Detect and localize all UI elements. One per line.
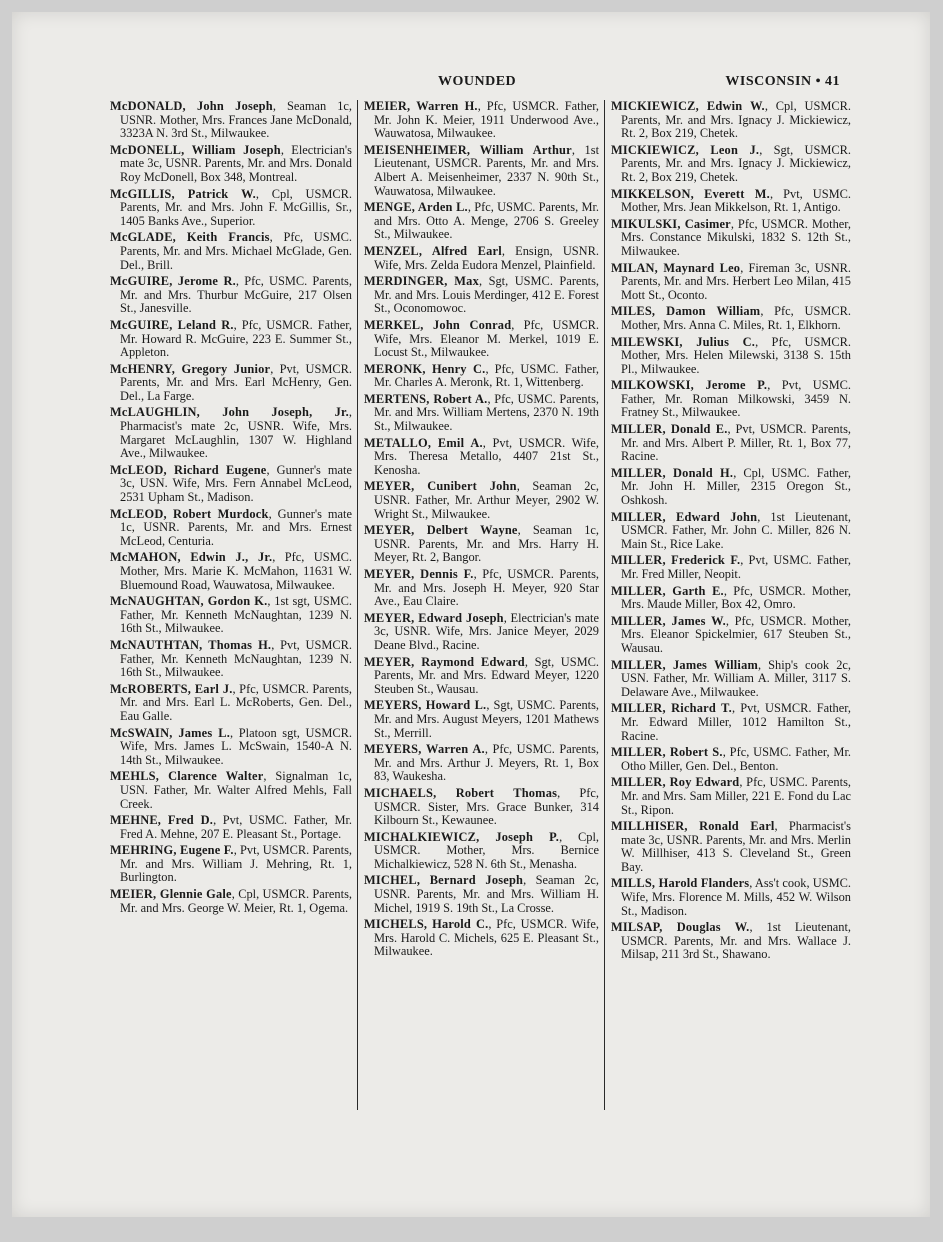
casualty-details: , Pfc, USMC. Parents, Mr. and Mrs. William Mertens, 2370 N. 19th St., Milwaukee.	[374, 391, 599, 434]
casualty-name: MICKIEWICZ, Edwin W.	[611, 100, 765, 113]
casualty-entry	[110, 814, 352, 841]
casualty-details: , Ass't cook, USMC. Wife, Mrs. Florence M. Mills, 452 W. Wilson St., Madison.	[621, 876, 851, 918]
casualty-name: MEYER, Raymond Edward	[364, 654, 525, 669]
casualty-name: McROBERTS, Earl J.	[110, 681, 233, 696]
state-and-page-number: WISCONSIN • 41	[725, 74, 840, 89]
casualty-name: MEYER, Cunibert John	[364, 479, 517, 494]
casualty-name: MILLER, James W.	[611, 613, 726, 628]
casualty-entry	[364, 363, 599, 390]
casualty-details: , Pvt, USMC. Mother, Mrs. Jean Mikkelson, Rt. 1, Antigo.	[621, 186, 851, 215]
casualty-details: , Pfc, USMCR. Mother, Mrs. Helen Milewski, 3138 S. 15th Pl., Milwaukee.	[621, 334, 851, 376]
casualty-name: MERKEL, John Conrad	[364, 317, 512, 332]
casualty-name: McGILLIS, Patrick W.	[110, 186, 256, 201]
casualty-entry	[364, 275, 599, 316]
casualty-details: , Cpl, USMCR. Parents, Mr. and Mrs. John F. McGillis, Sr., 1405 Banks Ave., Superior.	[120, 186, 352, 228]
casualty-details: , Pfc, USMC. Father, Mr. Charles A. Meronk, Rt. 1, Wittenberg.	[374, 361, 599, 390]
casualty-name: McGUIRE, Jerome R.	[110, 274, 236, 289]
casualty-entry	[364, 393, 599, 434]
casualty-details: , Pfc, USMC. Parents, Mr. and Mrs. Arthur J. Meyers, Rt. 1, Box 83, Waukesha.	[374, 742, 599, 784]
casualty-entry	[611, 746, 851, 773]
casualty-entry	[364, 831, 599, 872]
casualty-entry	[364, 656, 599, 697]
casualty-details: , Electrician's mate 3c, USNR. Wife, Mrs. Janice Meyer, 2029 Deane Blvd., Racine.	[374, 610, 599, 652]
casualty-name: MICHALKIEWICZ, Joseph P.	[364, 829, 560, 844]
casualty-name: McNAUGHTAN, Gordon K.	[110, 594, 268, 609]
casualty-entry	[364, 612, 599, 653]
casualty-name: MILAN, Maynard Leo	[611, 260, 741, 275]
casualty-name: MILLHISER, Ronald Earl	[611, 819, 775, 834]
casualty-name: McLAUGHLIN, John Joseph, Jr.	[110, 405, 349, 420]
casualty-details: , Cpl, USMC. Father, Mr. John H. Miller, 2315 Oregon St., Oshkosh.	[621, 465, 851, 508]
casualty-details: , Pvt, USMC. Father, Mr. Fred A. Mehne, 207 E. Pleasant St., Portage.	[120, 813, 352, 841]
casualty-details: , Pvt, USMCR. Father, Mr. Kenneth McNaughtan, 1239 N. 16th St., Milwaukee.	[120, 637, 352, 680]
casualty-entry	[611, 144, 851, 185]
casualty-entry	[110, 188, 352, 229]
casualty-details: , Cpl, USMCR. Mother, Mrs. Bernice Michalkiewicz, 528 N. 6th St., Menasha.	[374, 829, 599, 871]
casualty-entry	[611, 511, 851, 552]
casualty-entry	[110, 508, 352, 549]
casualty-entry	[364, 480, 599, 521]
casualty-entry	[611, 659, 851, 700]
casualty-details: , Cpl, USMCR. Parents, Mr. and Mrs. George W. Meier, Rt. 1, Ogema.	[120, 887, 352, 915]
casualty-details: , Seaman 2c, USNR. Father, Mr. Arthur Meyer, 2902 W. Wright St., Milwaukee.	[374, 479, 599, 521]
casualty-details: , Pfc, USMC. Parents, Mr. and Mrs. Michael McGlade, Gen. Del., Brill.	[120, 230, 352, 272]
casualty-details: , Sgt, USMC. Parents, Mr. and Mrs. August Meyers, 1201 Mathews St., Merrill.	[374, 698, 600, 740]
casualty-details: , 1st Lieutenant, USMCR. Parents, Mr. and Mrs. Albert A. Meisenheimer, 2337 N. 90th St., Wauwatosa, Milwaukee.	[374, 142, 600, 198]
casualty-details: , Pfc, USMCR. Mother, Mrs. Maude Miller, Box 42, Omro.	[621, 583, 851, 612]
casualty-entry	[611, 100, 851, 141]
casualty-entry	[364, 100, 599, 141]
casualty-entry	[611, 921, 851, 962]
casualty-details: , Pharmacist's mate 3c, USNR. Parents, Mr. and Mrs. Merlin W. Millhiser, 413 S. Cleveland St., Green Bay.	[621, 819, 851, 874]
casualty-entry	[364, 874, 599, 915]
casualty-name: McGUIRE, Leland R.	[110, 317, 234, 332]
casualty-details: , Sgt, USMC. Parents, Mr. and Mrs. Louis Merdinger, 412 E. Forest St., Oconomowoc.	[374, 274, 599, 316]
casualty-details: , Pfc, USMC. Father, Mr. Otho Miller, Gen. Del., Benton.	[621, 745, 851, 773]
casualty-details: , Platoon sgt, USMCR. Wife, Mrs. James L. McSwain, 1540-A N. 14th St., Milwaukee.	[120, 725, 352, 767]
casualty-details: , Pfc, USMCR. Mother, Mrs. Anna C. Miles, Rt. 1, Elkhorn.	[621, 304, 851, 332]
casualty-entry	[110, 275, 352, 316]
casualty-entry	[364, 568, 599, 609]
casualty-name: MENGE, Arden L.	[364, 200, 468, 215]
casualty-details: , Pfc, USMC. Parents, Mr. and Mrs. Thurbur McGuire, 217 Olsen St., Janesville.	[120, 274, 352, 316]
casualty-name: MILLS, Harold Flanders	[611, 876, 750, 891]
casualty-details: , Pfc, USMC. Parents, Mr. and Mrs. Sam Miller, 221 E. Fond du Lac St., Ripon.	[621, 775, 851, 817]
casualty-details: , Seaman 2c, USNR. Parents, Mr. and Mrs. William H. Michel, 1919 S. 19th St., La Crosse.	[374, 873, 599, 915]
casualty-name: MEYER, Delbert Wayne	[364, 523, 518, 538]
casualty-entry	[611, 218, 851, 259]
casualty-name: MILLER, Frederick F.	[611, 553, 741, 568]
column-1	[110, 100, 357, 1110]
casualty-name: McDONELL, William Joseph	[110, 142, 281, 157]
casualty-details: , Pvt, USMCR. Parents, Mr. and Mrs. Albert P. Miller, Rt. 1, Box 77, Racine.	[621, 422, 851, 464]
casualty-details: , Fireman 3c, USNR. Parents, Mr. and Mrs. Herbert Leo Milan, 415 Mott St., Oconto.	[621, 260, 851, 302]
casualty-name: MILLER, Edward John	[611, 509, 758, 524]
casualty-name: MICHELS, Harold C.	[364, 917, 489, 932]
casualty-entry	[364, 699, 599, 740]
casualty-name: MENZEL, Alfred Earl	[364, 243, 502, 258]
casualty-entry	[611, 305, 851, 332]
casualty-details: , Seaman 1c, USNR. Mother, Mrs. Frances Jane McDonald, 3323A N. 3rd St., Milwaukee.	[120, 100, 352, 141]
casualty-details: , 1st Lieutenant, USMCR. Parents, Mr. and Mrs. Wallace J. Milsap, 211 3rd St., Shawano.	[621, 920, 851, 962]
casualty-entry	[110, 770, 352, 811]
column-3	[604, 100, 851, 1110]
casualty-name: METALLO, Emil A.	[364, 435, 483, 450]
casualty-name: MILLER, Donald H.	[611, 465, 734, 480]
casualty-name: MEIER, Glennie Gale	[110, 887, 232, 902]
casualty-entry	[110, 406, 352, 460]
document-page	[12, 12, 930, 1217]
casualty-entry	[364, 524, 599, 565]
casualty-name: MILLER, James William	[611, 657, 758, 672]
casualty-name: McHENRY, Gregory Junior	[110, 361, 271, 376]
casualty-entry	[110, 595, 352, 636]
casualty-entry	[110, 844, 352, 885]
casualty-details: , Signalman 1c, USN. Father, Mr. Walter Alfred Mehls, Fall Creek.	[120, 769, 352, 811]
casualty-details: , Pfc, USMCR. Mother, Mrs. Constance Mikulski, 1832 S. 12th St., Milwaukee.	[621, 216, 851, 258]
casualty-name: McLEOD, Richard Eugene	[110, 462, 267, 477]
casualty-entry	[611, 262, 851, 303]
casualty-entry	[611, 379, 851, 420]
casualty-entry	[110, 727, 352, 768]
casualty-name: McMAHON, Edwin J., Jr.	[110, 550, 273, 565]
casualty-details: , Gunner's mate 1c, USNR. Parents, Mr. and Mrs. Ernest McLeod, Centuria.	[120, 506, 352, 548]
casualty-entry	[611, 423, 851, 464]
columns-container	[110, 100, 852, 1110]
casualty-name: McLEOD, Robert Murdock	[110, 506, 269, 521]
casualty-name: MILLER, Richard T.	[611, 701, 732, 716]
casualty-details: , Pfc, USMCR. Father, Mr. Howard R. McGuire, 223 E. Summer St., Appleton.	[120, 317, 352, 360]
casualty-name: MEYER, Dennis F.	[364, 567, 474, 581]
casualty-details: , Pfc, USMCR. Parents, Mr. and Mrs. Joseph H. Meyer, 920 Star Ave., Eau Claire.	[374, 567, 600, 609]
casualty-details: , Sgt, USMC. Parents, Mr. and Mrs. Edward Meyer, 1220 Steuben St., Wausau.	[374, 654, 599, 696]
casualty-details: , Cpl, USMCR. Parents, Mr. and Mrs. Ignacy J. Mickiewicz, Rt. 2, Box 219, Chetek.	[621, 100, 851, 141]
casualty-entry	[611, 467, 851, 508]
casualty-entry	[364, 787, 599, 828]
casualty-details: , Pfc, USMCR. Parents, Mr. and Mrs. Earl L. McRoberts, Gen. Del., Eau Galle.	[120, 681, 352, 723]
casualty-name: MIKULSKI, Casimer	[611, 216, 731, 231]
casualty-details: , Pvt, USMCR. Parents, Mr. and Mrs. William J. Mehring, Rt. 1, Burlington.	[120, 843, 352, 885]
casualty-name: MILLER, Roy Edward	[611, 775, 740, 790]
casualty-entry	[611, 776, 851, 817]
casualty-entry	[611, 820, 851, 874]
casualty-name: MILLER, Donald E.	[611, 422, 728, 437]
casualty-entry	[611, 188, 851, 215]
casualty-name: McGLADE, Keith Francis	[110, 230, 270, 245]
casualty-details: , Pfc, USMCR. Mother, Mrs. Eleanor Spickelmier, 617 Steuben St., Wausau.	[621, 613, 851, 655]
casualty-entry	[110, 319, 352, 360]
casualty-name: MEHRING, Eugene F.	[110, 843, 234, 858]
casualty-name: MILLER, Garth E.	[611, 583, 724, 598]
casualty-entry	[611, 702, 851, 743]
casualty-entry	[110, 464, 352, 505]
casualty-details: , Pvt, USMCR. Parents, Mr. and Mrs. Earl McHenry, Gen. Del., La Farge.	[120, 361, 352, 403]
casualty-details: , 1st sgt, USMC. Father, Mr. Kenneth McNaughtan, 1239 N. 16th St., Milwaukee.	[120, 594, 352, 636]
casualty-entry	[110, 144, 352, 185]
casualty-name: MILEWSKI, Julius C.	[611, 334, 756, 349]
casualty-details: , Electrician's mate 3c, USNR. Parents, Mr. and Mrs. Donald Roy McDonell, Box 348, Montreal.	[120, 142, 352, 184]
casualty-entry	[110, 363, 352, 404]
casualty-entry	[364, 201, 599, 242]
casualty-entry	[364, 918, 599, 959]
casualty-details: , Seaman 1c, USNR. Parents, Mr. and Mrs. Harry H. Meyer, Rt. 2, Bangor.	[374, 523, 599, 565]
page-header	[108, 74, 840, 94]
casualty-details: , Gunner's mate 3c, USN. Wife, Mrs. Fern Annabel McLeod, 2531 Upham St., Madison.	[120, 462, 352, 505]
casualty-details: , Pfc, USMCR. Father, Mr. John K. Meier, 1911 Underwood Ave., Wauwatosa, Milwaukee.	[374, 100, 599, 141]
casualty-entry	[110, 551, 352, 592]
casualty-details: , Pharmacist's mate 2c, USNR. Wife, Mrs. Margaret McLaughlin, 1307 W. Highland Ave., Milwaukee.	[120, 405, 352, 461]
casualty-name: MEYERS, Warren A.	[364, 742, 485, 757]
casualty-details: , Pfc, USMCR. Sister, Mrs. Grace Bunker, 314 Kilbourn St., Kewaunee.	[374, 785, 599, 828]
casualty-entry	[611, 336, 851, 377]
casualty-entry	[611, 585, 851, 612]
casualty-name: McDONALD, John Joseph	[110, 100, 273, 113]
casualty-name: MEYER, Edward Joseph	[364, 610, 504, 625]
casualty-details: , Pfc, USMC. Mother, Mrs. Marie K. McMahon, 11631 W. Bluemound Road, Wauwatosa, Milwaukee.	[120, 550, 352, 592]
casualty-entry	[611, 554, 851, 581]
column-2	[357, 100, 604, 1110]
casualty-entry	[611, 615, 851, 656]
casualty-details: , Ship's cook 2c, USN. Father, Mr. William A. Miller, 3117 S. Delaware Ave., Milwaukee.	[621, 657, 851, 699]
casualty-name: MERDINGER, Max	[364, 274, 479, 289]
casualty-details: , Pfc, USMCR. Wife, Mrs. Eleanor M. Merkel, 1019 E. Locust St., Milwaukee.	[374, 317, 599, 360]
casualty-name: MICHAELS, Robert Thomas	[364, 785, 558, 800]
casualty-entry	[364, 245, 599, 272]
casualty-details: , 1st Lieutenant, USMCR. Father, Mr. John C. Miller, 826 N. Main St., Rice Lake.	[621, 509, 851, 551]
casualty-name: MEHLS, Clarence Walter	[110, 769, 264, 784]
casualty-name: McNAUTHTAN, Thomas H.	[110, 637, 272, 652]
casualty-entry	[110, 639, 352, 680]
casualty-details: , Sgt, USMCR. Parents, Mr. and Mrs. Ignacy J. Mickiewicz, Rt. 2, Box 219, Chetek.	[621, 142, 851, 184]
casualty-entry	[364, 437, 599, 478]
casualty-entry	[110, 100, 352, 141]
casualty-name: MERTENS, Robert A.	[364, 391, 488, 406]
casualty-details: , Pfc, USMCR. Wife, Mrs. Harold C. Michels, 625 E. Pleasant St., Milwaukee.	[374, 917, 599, 959]
casualty-details: , Pvt, USMC. Father, Mr. Roman Milkowski, 3459 N. Fratney St., Milwaukee.	[621, 378, 851, 420]
casualty-entry	[364, 319, 599, 360]
casualty-details: , Ensign, USNR. Wife, Mrs. Zelda Eudora Menzel, Plainfield.	[374, 243, 599, 272]
casualty-entry	[364, 743, 599, 784]
casualty-name: McSWAIN, James L.	[110, 725, 231, 740]
casualty-details: , Pvt, USMCR. Wife, Mrs. Theresa Metallo, 4407 21st St., Kenosha.	[374, 435, 600, 477]
casualty-details: , Pfc, USMC. Parents, Mr. and Mrs. Otto A. Menge, 2706 S. Greeley St., Milwaukee.	[374, 200, 599, 242]
casualty-name: MILKOWSKI, Jerome P.	[611, 378, 768, 393]
casualty-name: MILSAP, Douglas W.	[611, 920, 750, 935]
casualty-name: MEYERS, Howard L.	[364, 698, 487, 713]
casualty-details: , Pvt, USMCR. Father, Mr. Edward Miller, 1012 Hamilton St., Racine.	[621, 701, 851, 743]
casualty-name: MERONK, Henry C.	[364, 361, 486, 376]
casualty-entry	[110, 683, 352, 724]
casualty-entry	[364, 144, 599, 198]
casualty-details: , Pvt, USMC. Father, Mr. Fred Miller, Neopit.	[621, 553, 851, 581]
casualty-name: MICKIEWICZ, Leon J.	[611, 142, 760, 157]
casualty-name: MIKKELSON, Everett M.	[611, 186, 770, 201]
casualty-name: MICHEL, Bernard Joseph	[364, 873, 524, 888]
casualty-name: MILLER, Robert S.	[611, 745, 723, 760]
casualty-entry	[110, 888, 352, 915]
casualty-entry	[611, 877, 851, 918]
casualty-name: MEISENHEIMER, William Arthur	[364, 142, 572, 157]
casualty-name: MILES, Damon William	[611, 304, 761, 319]
casualty-name: MEHNE, Fred D.	[110, 813, 214, 828]
casualty-name: MEIER, Warren H.	[364, 100, 478, 113]
page-title: WOUNDED	[438, 74, 517, 89]
casualty-entry	[110, 231, 352, 272]
